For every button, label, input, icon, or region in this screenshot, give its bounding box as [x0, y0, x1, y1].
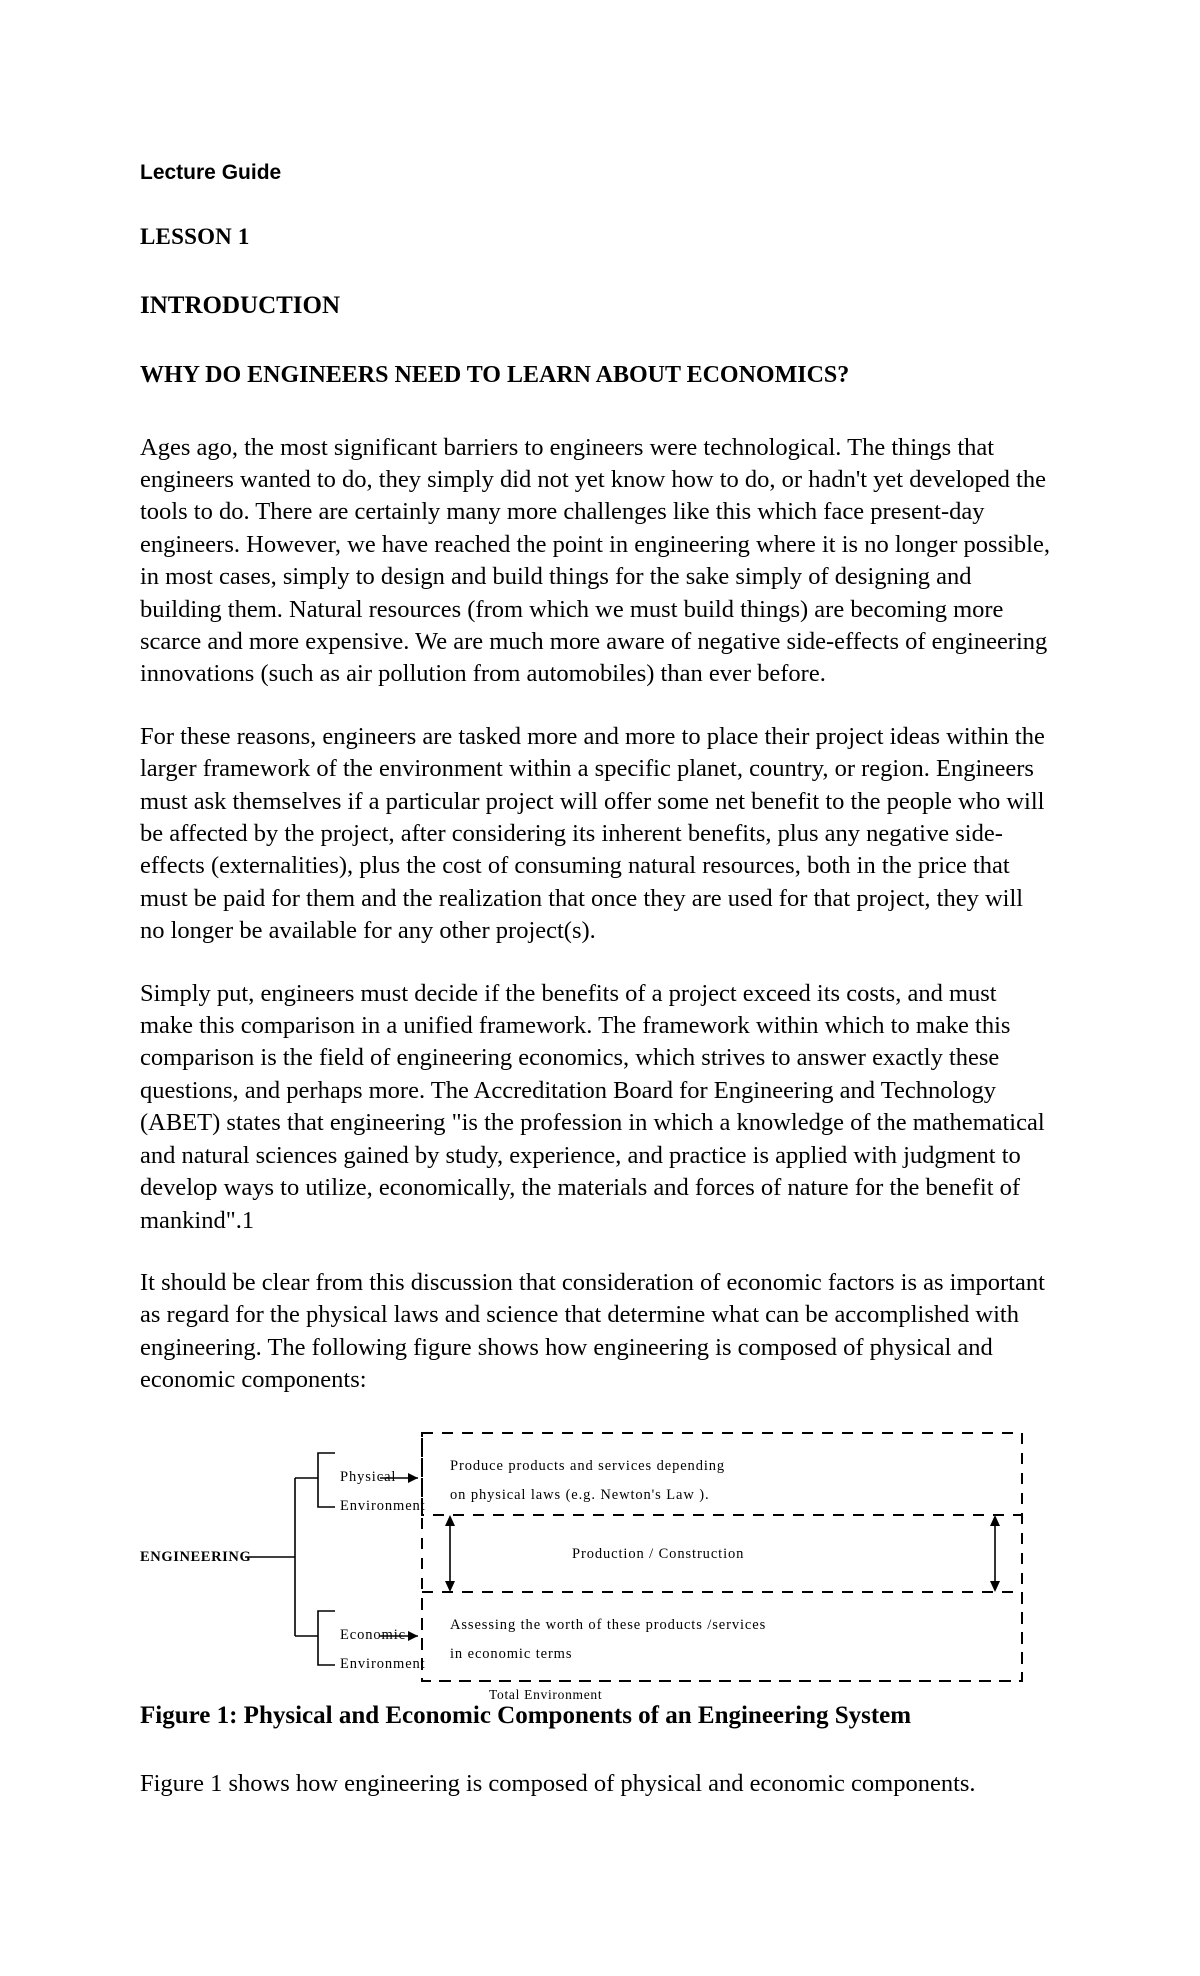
figure-label-engineering: ENGINEERING — [140, 1548, 252, 1565]
figure-text-assessing-line2: in economic terms — [450, 1645, 573, 1662]
closing-paragraph: Figure 1 shows how engineering is composed of physical and economic components. — [140, 1770, 976, 1798]
economic-environment-bracket — [318, 1611, 335, 1665]
economic-arrow-head — [408, 1631, 418, 1641]
physical-arrow-head — [408, 1473, 418, 1483]
body-paragraph-3: Simply put, engineers must decide if the benefits of a project exceed its costs, and must make this comparison in a unified framework. The framework within which to make this comparison is the field of engineering economics, which strives to answer exactly these questions, and perhaps more. The Accreditation Board for Engineering and Technology (ABET) states that engineering "is the profession in which a knowledge of the mathematical and natural sciences gained by study, experience, and practice is applied with judgment to develop ways to utilize, economically, the materials and forces of nature for the benefit of mankind".1 — [140, 979, 1045, 1234]
question-heading: WHY DO ENGINEERS NEED TO LEARN ABOUT ECONOMICS? — [140, 361, 850, 388]
figure-label-physical: Physical — [340, 1468, 397, 1485]
body-paragraph-1: Ages ago, the most significant barriers to engineers were technological. The things that engineers wanted to do, they simply did not yet know how to do, or hadn't yet developed the tools to do. There are certainly many more challenges like this which face present-day engineers. However, we have reached the point in engineering where it is no longer possible, in most cases, simply to design and build things for the sake simply of designing and building them. Natural resources (from which we must build things) are becoming more scarce and more expensive. We are much more aware of negative side-effects of engineering innovations (such as air pollution from automobiles) than ever before. — [140, 433, 1050, 688]
body-paragraph-4: It should be clear from this discussion that consideration of economic factors is as important as regard for the physical laws and science that determine what can be accomplished with engineering. The following figure shows how engineering is composed of physical and economic components: — [140, 1268, 1045, 1394]
figure-text-produce-line1: Produce products and services depending — [450, 1457, 726, 1474]
left-double-arrow-head-down — [445, 1581, 455, 1592]
figure-label-total-environment: Total Environment — [489, 1686, 603, 1702]
physical-environment-bracket — [318, 1453, 335, 1507]
figure-caption: Figure 1: Physical and Economic Components of an Engineering System — [140, 1701, 912, 1729]
economic-output-box — [422, 1592, 1022, 1681]
figure-1 — [140, 1427, 1050, 1702]
document-content — [140, 160, 1050, 1801]
figure-label-economic-environment: Environment — [340, 1655, 426, 1672]
document-header-title: Lecture Guide — [140, 161, 282, 184]
figure-text-produce-line2: on physical laws (e.g. Newton's Law ). — [450, 1486, 710, 1503]
figure-text-assessing-line1: Assessing the worth of these products /services — [450, 1616, 767, 1633]
right-double-arrow-head-down — [990, 1581, 1000, 1592]
figure-text-production-construction: Production / Construction — [572, 1545, 745, 1562]
section-heading: INTRODUCTION — [140, 291, 341, 319]
figure-label-economic: Economic — [340, 1626, 406, 1643]
right-double-arrow-head-up — [990, 1515, 1000, 1526]
lesson-heading: LESSON 1 — [140, 224, 250, 250]
body-paragraph-2: For these reasons, engineers are tasked more and more to place their project ideas within the larger framework of the environment within a specific planet, country, or region. Engineers must ask themselves if a particular project will offer some net benefit to the people who will be affected by the project, after considering its inherent benefits, plus any negative side-effects (externalities), plus the cost of consuming natural resources, both in the price that must be paid for them and the realization that once they are used for that project, they will no longer be available for any other project(s). — [140, 722, 1045, 945]
figure-label-physical-environment: Environment — [340, 1497, 426, 1514]
left-double-arrow-head-up — [445, 1515, 455, 1526]
